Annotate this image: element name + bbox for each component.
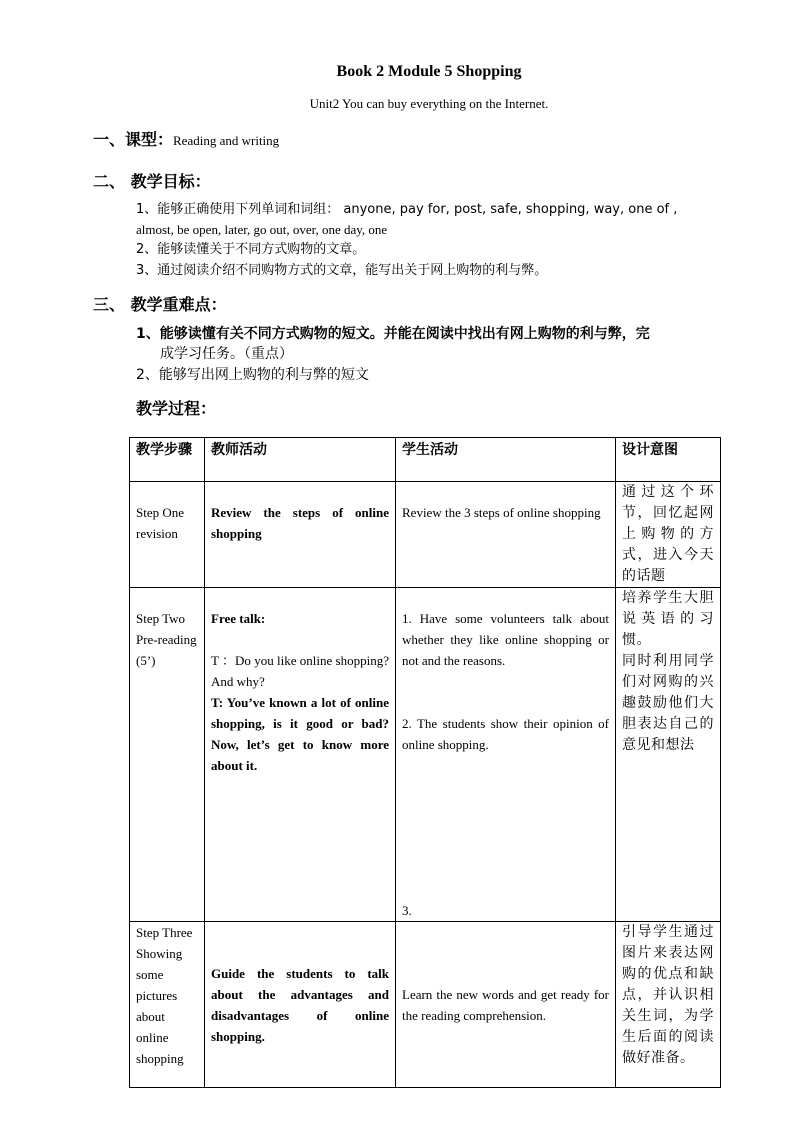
goals-heading: 二、 教学目标： bbox=[93, 172, 211, 191]
student-activity-1: 1. Have some volunteers talk about whether they like online shopping or not and the reasons. bbox=[402, 611, 609, 668]
goal-item-continued: almost, be open, later, go out, over, one day, one bbox=[136, 222, 388, 237]
step-cell: Step Two Pre-reading (5’) bbox=[130, 588, 205, 922]
header-step: 教学步骤 bbox=[130, 438, 205, 482]
table-row bbox=[130, 482, 721, 588]
teacher-prompt: T: You’ve known a lot of online shopping, is it good or bad? Now, let’s get to know more about it. bbox=[211, 695, 389, 773]
table-header-row bbox=[130, 438, 721, 482]
student-cell bbox=[396, 588, 616, 922]
document-subtitle: Unit2 You can buy everything on the Internet. bbox=[309, 96, 549, 111]
lesson-process-table bbox=[129, 437, 721, 1088]
lesson-type-value: Reading and writing bbox=[173, 133, 280, 148]
lesson-type-heading: 一、课型： bbox=[93, 130, 174, 149]
goals-list bbox=[136, 200, 726, 220]
header-teacher: 教师活动 bbox=[205, 438, 396, 482]
focus-item: 1、能够读懂有关不同方式购物的短文。并能在阅读中找出有网上购物的利与弊，完 bbox=[136, 326, 650, 342]
step-cell: Step One revision bbox=[130, 482, 205, 588]
header-student: 学生活动 bbox=[396, 438, 616, 482]
goal-item: 3、通过阅读介绍不同购物方式的文章，能写出关于网上购物的利与弊。 bbox=[136, 263, 548, 278]
step-cell: Step Three Showing some pictures about online shopping bbox=[130, 922, 205, 1088]
intent-cell: 通过这个环节，回忆起网上购物的方式，进入今天的话题 bbox=[616, 482, 721, 588]
teacher-cell: Review the steps of online shopping bbox=[205, 482, 396, 588]
student-activity-2: 2. The students show their opinion of online shopping. bbox=[402, 716, 609, 752]
focus-heading: 三、 教学重难点： bbox=[93, 295, 227, 314]
goal-item: 1、能够正确使用下列单词和词组： anyone, pay for, post, safe, shopping, way, one of , bbox=[136, 202, 678, 217]
intent-cell: 引导学生通过图片来表达网购的优点和缺点，并认识相关生词，为学生后面的阅读做好准备。 bbox=[616, 922, 721, 1088]
header-intent: 设计意图 bbox=[616, 438, 721, 482]
intent-part-1: 培养学生大胆说英语的习惯。 bbox=[622, 590, 714, 648]
focus-item-continued: 成学习任务。（重点） bbox=[160, 346, 293, 362]
student-activity-3: 3. bbox=[402, 903, 412, 918]
free-talk-label: Free talk: bbox=[211, 611, 266, 626]
student-cell: Review the 3 steps of online shopping bbox=[396, 482, 616, 588]
lesson-type bbox=[93, 127, 279, 150]
focus-item: 2、能够写出网上购物的利与弊的短文 bbox=[136, 367, 369, 383]
table-row bbox=[130, 922, 721, 1088]
intent-part-2: 同时利用同学们对网购的兴趣鼓励他们大胆表达自己的意见和想法 bbox=[622, 653, 714, 753]
teacher-cell: Guide the students to talk about the advantages and disadvantages of online shopping. bbox=[205, 922, 396, 1088]
document-title: Book 2 Module 5 Shopping bbox=[336, 63, 522, 80]
table-row bbox=[130, 588, 721, 922]
student-cell: Learn the new words and get ready for the reading comprehension. bbox=[396, 922, 616, 1088]
goal-item: 2、能够读懂关于不同方式购物的文章。 bbox=[136, 242, 366, 257]
intent-cell bbox=[616, 588, 721, 922]
process-heading: 教学过程： bbox=[136, 399, 217, 418]
teacher-cell bbox=[205, 588, 396, 922]
teacher-question: T ：Do you like online shopping? And why? bbox=[211, 653, 389, 689]
